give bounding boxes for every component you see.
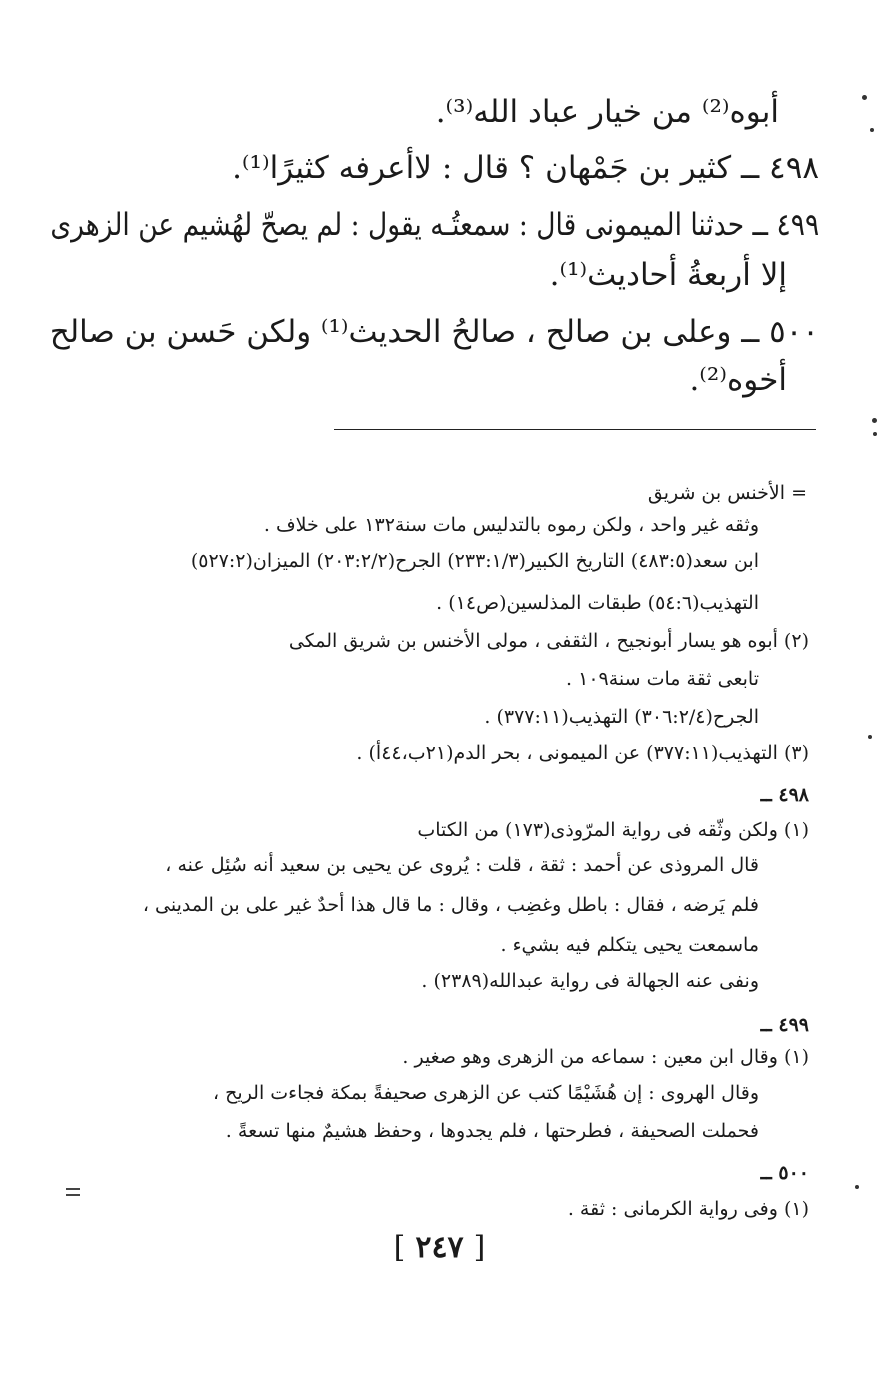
main-line: أبوه⁽²⁾ من خيار عباد الله⁽³⁾. (435, 94, 779, 130)
entry-499: ٤٩٩ ــ حدثنا الميمونى قال : سمعتُـه يقول : لم يصحّ لهُشيم عن الزهرى (50, 207, 819, 243)
scan-mark (66, 1188, 80, 1190)
page-number: [٢٤٧] (393, 1230, 486, 1265)
footnote-line: ونفى عنه الجهالة فى رواية عبدالله(٢٣٨٩) . (421, 970, 759, 992)
footnote-entry-500: ٥٠٠ ــ (760, 1162, 809, 1184)
footnote-1: (١) وقال ابن معين : سماعه من الزهرى وهو صغير . (402, 1046, 809, 1068)
scan-speck (862, 95, 867, 100)
scan-speck (855, 1185, 859, 1189)
footnote-2: (٢) أبوه هو يسار أبونجيح ، الثقفى ، مولى الأخنس بن شريق المكى (288, 630, 809, 652)
footnote-line: وقال الهروى : إن هُشَيْمًا كتب عن الزهرى صحيفةً بمكة فجاءت الريح ، (212, 1082, 759, 1104)
footnote-line: ابن سعد(٤٨٣:٥) التاريخ الكبير(٢٣٣:١/٣) الجرح(٢٠٣:٢/٢) الميزان(٥٢٧:٢) (190, 550, 759, 572)
footnote-entry-498: ٤٩٨ ــ (760, 784, 809, 806)
footnote-line: فلم يَرضه ، فقال : باطل وغضِب ، وقال : ما قال هذا أحدٌ غير على بن المدينى ، (142, 894, 759, 916)
footnote-1: (١) وفى رواية الكرمانى : ثقة . (567, 1198, 809, 1220)
footnote-line: ماسمعت يحيى يتكلم فيه بشيء . (500, 934, 759, 956)
scan-speck (868, 735, 872, 739)
scan-mark (66, 1194, 80, 1196)
entry-498: ٤٩٨ ــ كثير بن جَمْهان ؟ قال : لاأعرفه كثيرًا⁽¹⁾. (232, 150, 819, 186)
footnote-entry-499: ٤٩٩ ــ (760, 1014, 809, 1036)
footnote-line: قال المروذى عن أحمد : ثقة ، قلت : يُروى عن يحيى بن سعيد أنه سُئِل عنه ، (165, 854, 759, 876)
footnote-line: = الأخنس بن شريق (647, 482, 807, 504)
footnote-line: التهذيب(٥٤:٦) طبقات المذلسين(ص١٤) . (436, 592, 759, 614)
scan-speck (870, 128, 874, 132)
footnote-3: (٣) التهذيب(٣٧٧:١١) عن الميمونى ، بحر الدم(٢١ب،٤٤أ) . (356, 742, 809, 764)
scan-speck (873, 432, 877, 436)
footnote-line: تابعى ثقة مات سنة١٠٩ . (566, 668, 759, 690)
page-number-value: ٢٤٧ (415, 1230, 464, 1265)
footnote-line: وثقه غير واحد ، ولكن رموه بالتدليس مات سنة١٣٢ على خلاف . (263, 514, 759, 536)
footnote-1: (١) ولكن وثّقه فى رواية المرّوذى(١٧٣) من الكتاب (417, 819, 809, 841)
footnote-separator (334, 429, 816, 430)
scan-speck (872, 418, 877, 423)
entry-500: ٥٠٠ ــ وعلى بن صالح ، صالحُ الحديث⁽¹⁾ ولكن حَسن بن صالح (50, 314, 819, 350)
footnote-line: فحملت الصحيفة ، فطرحتها ، فلم يجدوها ، وحفظ هشيمٌ منها تسعةً . (225, 1120, 759, 1142)
footnote-line: الجرح(٣٠٦:٢/٤) التهذيب(٣٧٧:١١) . (484, 706, 759, 728)
main-line: إلا أربعةُ أحاديث⁽¹⁾. (549, 257, 787, 293)
main-line: أخوه⁽²⁾. (689, 362, 787, 398)
